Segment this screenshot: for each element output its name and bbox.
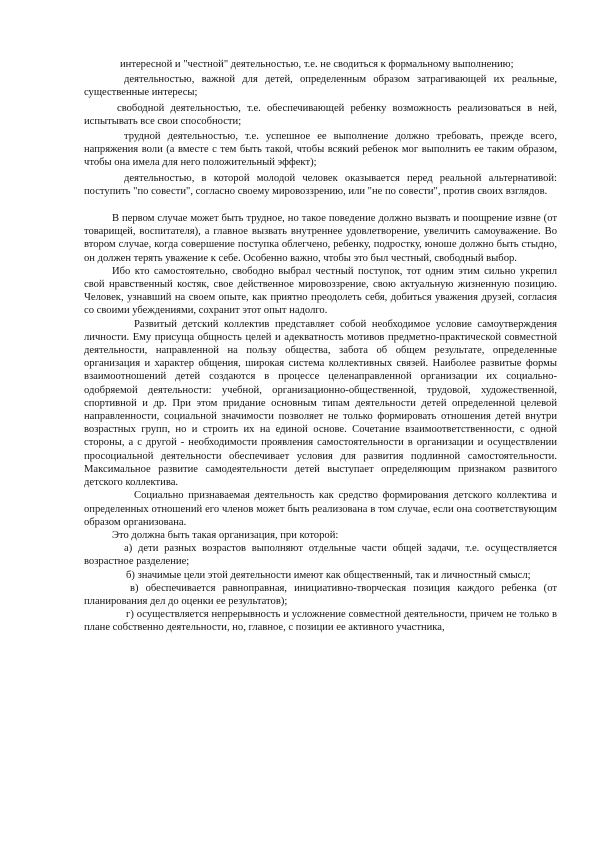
list-item: деятельностью, важной для детей, определенным образом затрагивающей их реальные, существенные интересы; [84, 74, 557, 99]
list-item: свободной деятельностью, т.е. обеспечивающей ребенку возможность реализоваться в ней, испытывать все свои способности; [84, 102, 557, 127]
paragraph: В первом случае может быть трудное, но такое поведение должно вызвать и поощрение извне (от товарищей, воспитателя), а главное вызвать внутреннее удовлетворение, увеличить самоуважение. Во втором случае, когда совершение поступка облегчено, ребенку, подростку, юноше должно быть стыдно, он должен терять уважение к себе. Особенно важно, чтобы это был честный, свободный выбор. [84, 213, 557, 264]
list-item: г) осуществляется непрерывность и усложнение совместной деятельности, причем не только в плане собственно деятельности, но, главное, с позиции ее активного участника, [84, 609, 557, 634]
list-bottom [84, 542, 557, 634]
paragraph: Это должна быть такая организация, при которой: [112, 529, 339, 541]
list-item: трудной деятельностью, т.е. успешное ее выполнение должно требовать, прежде всего, напряжения воли (а вместе с тем быть такой, чтобы всякий ребенок мог выполнить ее таким образом, чтобы она имела для него положительный эффект); [84, 131, 557, 169]
paragraph: Социально признаваемая деятельность как средство формирования детского коллектива и определенных отношений его членов может быть реализована в том случае, если она соответствующим образом организована. [84, 490, 557, 528]
list-item: б) значимые цели этой деятельности имеют как общественный, так и личностный смысл; [126, 569, 531, 581]
list-item: интересной и "честной" деятельностью, т.е. не сводиться к формальному выполнению; [120, 59, 514, 70]
paragraph: Ибо кто самостоятельно, свободно выбрал честный поступок, тот одним этим сильно укрепил свой нравственный костяк, свое действенное мировоззрение, свою актуальную жизненную позицию. Человек, узнавший на своем опыте, как приятно преодолеть себя, добиться уважения друзей, согласия со своими убеждениями, сохранит этот опыт надолго. [84, 265, 557, 317]
list-item: в) обеспечивается равноправная, инициативно-творческая позиция каждого ребенка (от планирования дел до оценки ее результатов); [84, 582, 557, 607]
list-item: а) дети разных возрастов выполняют отдельные части общей задачи, т.е. осуществляется возрастное разделение; [84, 543, 557, 568]
paragraph: Развитый детский коллектив представляет собой необходимое условие самоутверждения личности. Ему присуща общность целей и адекватность мотивов предметно-практической совместной деятельности, направленной на пользу общества, забота об общем результате, определенные организация и характер общения, широкая система коллективных связей. Наиболее развитые формы взаимоотношений детей создаются в процессе целенаправленной организации их социально-одобряемой деятельности: учебной, организационно-общественной, трудовой, художественной, спортивной и др. При этом придание основным типам деятельности детей определенной целевой направленности, социальной значимости позволяет не только формировать отношения детей внутри возрастных групп, но и строить их на единой основе. Сочетание взаимоответственности, с одной стороны, а с другой - необходимости проявления самостоятельности в организации и осуществлении просоциальной деятельности обеспечивает условия для развития подлинной самостоятельности. Максимальное развитие самодеятельности детей выступает определяющим признаком развитого детского коллектива. [84, 318, 557, 489]
body-text [84, 212, 557, 542]
list-item: деятельностью, в которой молодой человек оказывается перед реальной альтернативой: поступить "по совести", согласно своему мировоззрению, или "не по совести", против своих взглядов. [84, 172, 557, 197]
list-top [84, 58, 557, 198]
